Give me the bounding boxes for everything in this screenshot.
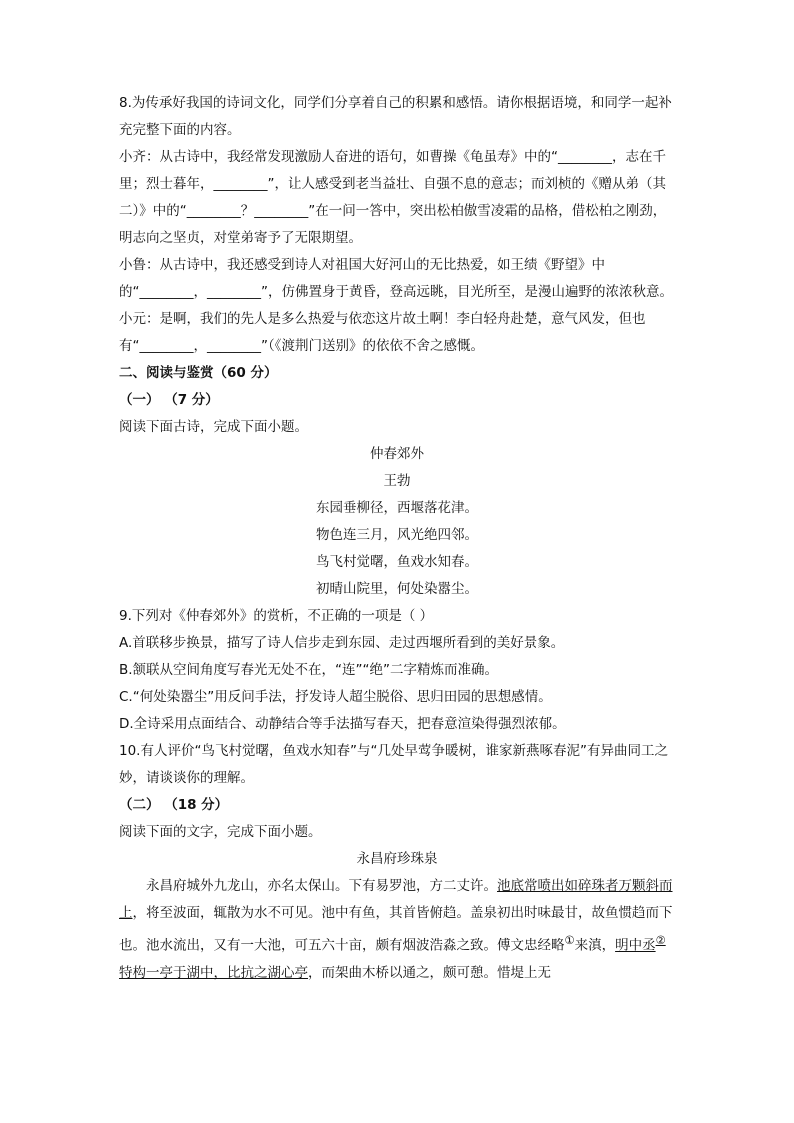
part2-heading: （二） （18 分） [119, 797, 229, 813]
q9-option-c: C.“何处染嚣尘”用反问手法，抒发诗人超尘脱俗、思归田园的思想感情。 [119, 689, 552, 705]
q9-option-d: D.全诗采用点面结合、动静结合等手法描写春天，把春意渲染得强烈浓郁。 [119, 716, 566, 732]
poem-line: 初晴山院里，何处染嚣尘。 [316, 581, 478, 597]
document-content [119, 90, 675, 987]
poem-line: 东园垂柳径，西堰落花津。 [316, 500, 478, 516]
poem-author: 王勃 [383, 473, 411, 489]
q9-stem: 9.下列对《仲春郊外》的赏析，不正确的一项是（ ） [119, 608, 434, 624]
q9-option-a: A.首联移步换景，描写了诗人信步走到东园、走过西堰所看到的美好景象。 [119, 635, 565, 651]
q8-xiaolu: 小鲁：从古诗中，我还感受到诗人对祖国大好河山的无比热爱，如王绩《野望》中的“________，________”，仿佛置身于黄昏，登高远眺，目光所至，是漫山遍野的浓浓秋意。 [119, 257, 673, 300]
passage-text: ，而架曲木桥以通之，颇可憩。惜堤上无 [308, 964, 551, 981]
passage-paragraph [119, 873, 675, 987]
q8-xiaoqi: 小齐：从古诗中，我经常发现激励人奋进的语句，如曹操《龟虽寿》中的“________，志在千里；烈士暮年，________”，让人感受到老当益壮、自强不息的意志；而刘桢的《赠从弟（其二）》中的“________？________”在一问一答中，突出松柏傲雪凌霜的品格，借松柏之刚劲，明志向之坚贞，对堂弟寄予了无限期望。 [119, 149, 667, 246]
poem-title: 仲春郊外 [370, 446, 424, 462]
underlined-sentence-2b: 特构一亭于湖中，比抗之湖心亭 [119, 964, 308, 981]
q10-stem: 10.有人评价“鸟飞村觉曙，鱼戏水知春”与“几处早莺争暖树，谁家新燕啄春泥”有异曲同工之妙，请谈谈你的理解。 [119, 743, 668, 786]
part1-instruction: 阅读下面古诗，完成下面小题。 [119, 419, 308, 435]
q9-option-b: B.颔联从空间角度写春光无处不在，“连”“绝”二字精炼而准确。 [119, 662, 499, 678]
footnote-mark-1: ① [564, 934, 575, 947]
q8-xiaoyuan: 小元：是啊，我们的先人是多么热爱与依恋这片故土啊！李白轻舟赴楚，意气风发，但也有“________，________”（《渡荆门送别》的依依不舍之感慨。 [119, 311, 646, 354]
passage-text: 永昌府城外九龙山，亦名太保山。下有易罗池，方二丈许。 [146, 878, 497, 894]
q8-intro: 8.为传承好我国的诗词文化，同学们分享着自己的积累和感悟。请你根据语境，和同学一起补充完整下面的内容。 [119, 95, 672, 138]
underlined-sentence-2a: 明中丞 [615, 937, 656, 954]
part2-instruction: 阅读下面的文字，完成下面小题。 [119, 824, 322, 840]
footnote-mark-2: ② [655, 934, 666, 947]
poem-line: 鸟飞村觉曙，鱼戏水知春。 [316, 554, 478, 570]
underlined-sentence-1: 池底常喷出如碎珠者万颗斜而上 [119, 878, 673, 921]
section-heading: 二、阅读与鉴赏（60 分） [119, 365, 278, 381]
passage-text: 来滇， [574, 937, 616, 954]
passage-title: 永昌府珍珠泉 [356, 851, 438, 867]
passage-text: ，将至波面，辄散为水不可见。池中有鱼，其首皆俯趋。盖泉初出时味最甘，故鱼惯趋而下也。池水流出，又有一大池，可五六十亩，颇有烟波浩淼之致。傅文忠经略 [119, 905, 673, 954]
part1-heading: （一） （7 分） [119, 392, 219, 408]
poem-line: 物色连三月，风光绝四邻。 [316, 527, 478, 543]
